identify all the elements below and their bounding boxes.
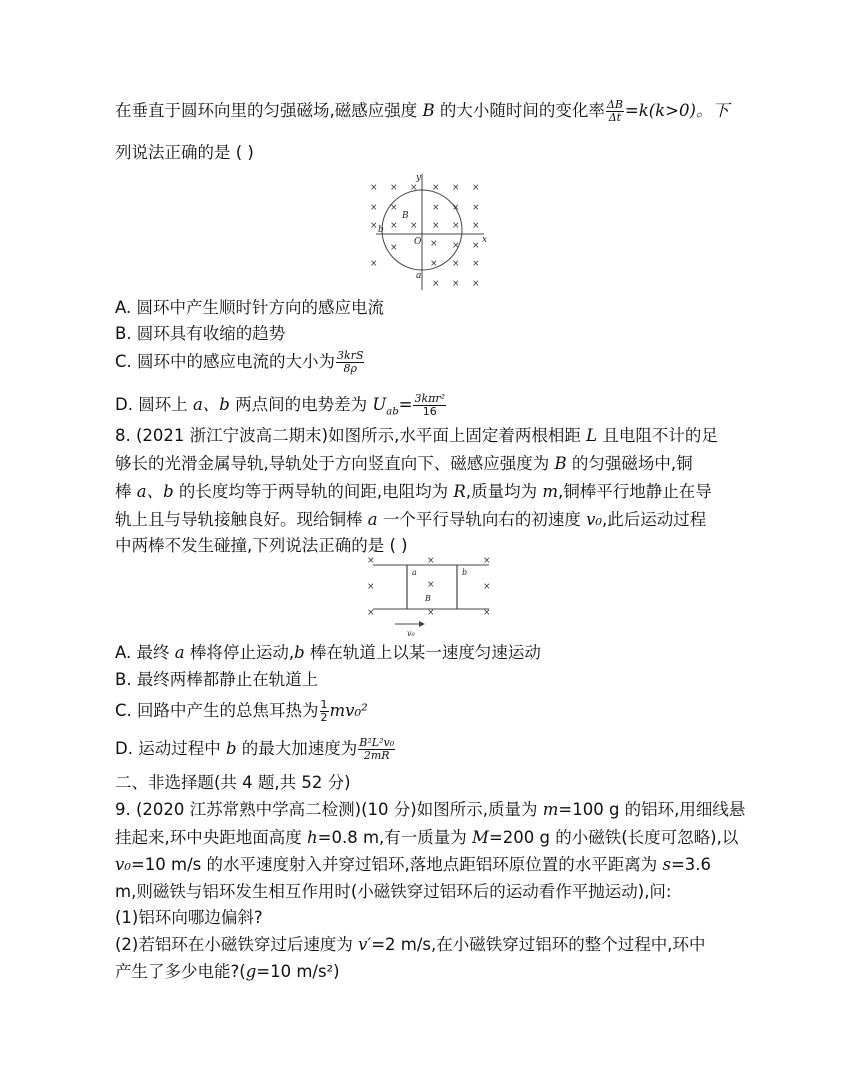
q7-intro-line1: 在垂直于圆环向里的匀强磁场,磁感应强度 B 的大小随时间的变化率 $\frac{\Delta B}{\Delta t}$ =k(k>0)。下 [115,98,729,124]
svg-text:×: × [452,203,460,213]
svg-text:×: × [370,203,378,213]
field-marks [370,183,480,289]
svg-text:×: × [472,259,480,269]
label-a: a [412,568,417,577]
svg-text:×: × [370,259,378,269]
q7-option-d: D. 圆环上 a、b 两点间的电势差为 $U_{ab}=$ $\frac{\text{3kπr²}}{16}$ [115,392,446,418]
label-y: y [416,173,422,183]
svg-text:×: × [427,608,435,618]
svg-text:×: × [370,183,378,193]
q9-line4: m,则磁铁与铝环发生相互作用时(小磁铁穿过铝环后的运动看作平抛运动),问: [115,882,672,901]
option-c-fraction: $\frac{1}{2}$ [320,698,328,724]
svg-text:×: × [367,557,375,566]
svg-text:×: × [472,241,480,251]
svg-text:×: × [483,557,491,566]
label-x: x [482,235,488,245]
q8-line1: 8. (2021 浙江宁波高二期末)如图所示,水平面上固定着两根相距 L 且电阻不计的足 [115,426,718,445]
svg-text:×: × [410,183,418,193]
q8-line5: 中两棒不发生碰撞,下列说法正确的是 ( ) [115,536,408,555]
svg-text:×: × [483,608,491,618]
svg-text:×: × [390,183,398,193]
q9-sub3: 产生了多少电能?(g=10 m/s²) [115,962,340,981]
svg-text:×: × [427,580,435,590]
svg-text:×: × [432,183,440,193]
var-B: B [422,101,435,120]
label-a: a [416,271,422,281]
svg-text:×: × [472,279,480,289]
section-title: 二、非选择题(共 4 题,共 52 分) [115,773,351,792]
svg-text:×: × [370,221,378,231]
q7-option-b: B. 圆环具有收缩的趋势 [115,324,286,343]
svg-text:×: × [472,203,480,213]
svg-text:×: × [432,279,440,289]
svg-text:×: × [430,239,438,249]
label-b: b [378,225,384,235]
q8-option-a: A. 最终 a 棒将停止运动,b 棒在轨道上以某一速度匀速运动 [115,643,541,662]
svg-text:×: × [430,259,438,269]
q8-line2: 够长的光滑金属导轨,导轨处于方向竖直向下、磁感应强度为 B 的匀强磁场中,铜 [115,454,693,473]
q9-line1: 9. (2020 江苏常熟中学高二检测)(10 分)如图所示,质量为 m=100 g 的铝环,用细线悬 [115,800,746,819]
svg-text:×: × [432,203,440,213]
label-v0: v₀ [407,629,415,638]
label-B: B [425,594,431,603]
svg-text:×: × [452,183,460,193]
rate-fraction: $\frac{\Delta B}{\Delta t}$ [606,98,623,124]
q9-line3: v₀=10 m/s 的水平速度射入并穿过铝环,落地点距铝环原位置的水平距离为 s=3.6 [115,855,712,874]
label-b: b [462,568,468,577]
q7-option-c: C. 圆环中的感应电流的大小为 $\frac{\text{3krS}}{8\rho}$ [115,349,364,375]
svg-text:×: × [452,279,460,289]
q9-sub1: (1)铝环向哪边偏斜? [115,908,263,927]
svg-text:×: × [427,557,435,566]
label-B: B [402,211,409,221]
q7-option-a: A. 圆环中产生顺时针方向的感应电流 [115,298,384,317]
q8-option-d: D. 运动过程中 b 的最大加速度为 $\frac{\text{B²L²v₀}}{2mR}$ [115,736,395,762]
option-c-fraction: $\frac{\text{3krS}}{8\rho}$ [337,349,364,375]
q9-line2: 挂起来,环中央距地面高度 h=0.8 m,有一质量为 M=200 g 的小磁铁(长度可忽略),以 [115,828,739,847]
svg-text:×: × [472,221,480,231]
svg-text:×: × [367,582,375,592]
q9-sub2: (2)若铝环在小磁铁穿过后速度为 v′=2 m/s,在小磁铁穿过铝环的整个过程中,环中 [115,935,706,954]
q7-circle-figure [362,172,492,292]
svg-text:×: × [390,221,398,231]
svg-text:×: × [452,241,460,251]
svg-text:×: × [472,183,480,193]
svg-text:×: × [367,608,375,618]
q8-line3: 棒 a、b 的长度均等于两导轨的间距,电阻均为 R,质量均为 m,铜棒平行地静止在导 [115,482,712,501]
q8-rails-figure [365,557,495,639]
option-d-fraction: $\frac{\text{B²L²v₀}}{2mR}$ [359,736,395,762]
option-d-fraction: $\frac{\text{3kπr²}}{16}$ [414,392,446,418]
q8-option-c: C. 回路中产生的总焦耳热为 $\frac{1}{2}$ mv₀² [115,698,368,724]
svg-text:×: × [452,221,460,231]
svg-text:×: × [390,243,398,253]
label-O: O [414,237,422,247]
svg-text:×: × [410,221,418,231]
q7-intro-line2: 列说法正确的是 ( ) [115,143,254,162]
q8-line4: 轨上且与导轨接触良好。现给铜棒 a 一个平行导轨向右的初速度 v₀,此后运动过程 [115,510,707,529]
q8-option-b: B. 最终两棒都静止在轨道上 [115,670,319,689]
svg-text:×: × [390,203,398,213]
svg-text:×: × [452,259,460,269]
svg-text:×: × [432,221,440,231]
svg-text:×: × [483,582,491,592]
